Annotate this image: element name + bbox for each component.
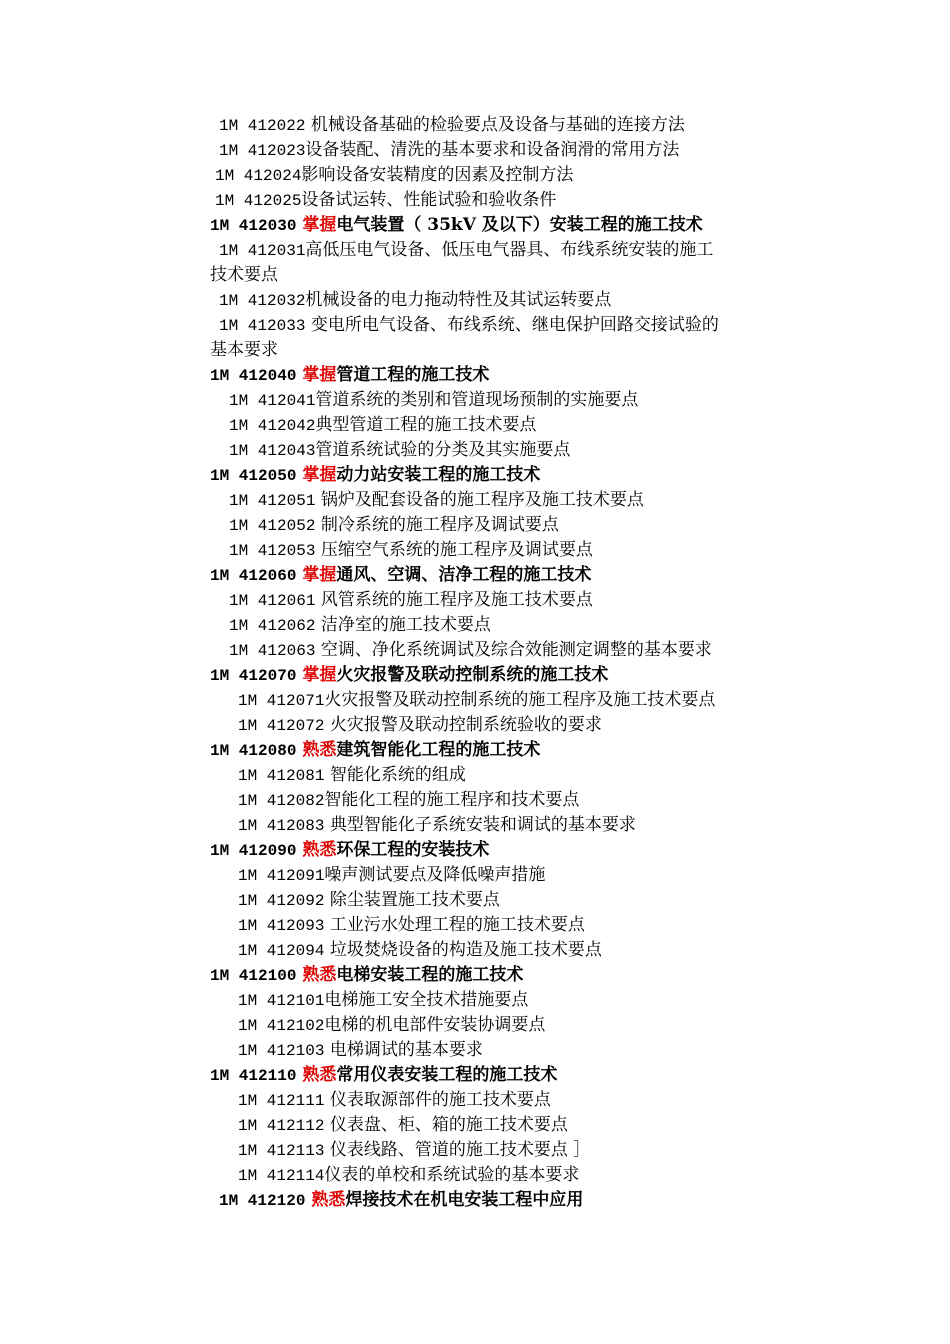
list-item: [238, 763, 466, 788]
item-code: 1M 412091: [238, 867, 325, 885]
item-text: 垃圾焚烧设备的构造及施工技术要点: [324, 940, 602, 960]
list-item: [238, 863, 545, 888]
item-code: 1M 412053: [229, 542, 316, 560]
list-item: [238, 1138, 590, 1163]
item-text: 常用仪表安装工程的施工技术: [336, 1065, 558, 1085]
item-code: 1M 412042: [229, 417, 316, 435]
list-item: [238, 1088, 551, 1113]
list-item: [219, 288, 611, 313]
item-text: 电梯的机电部件安装协调要点: [324, 1015, 546, 1035]
item-text: 技术要点: [210, 265, 278, 285]
requirement-keyword: 熟悉: [311, 1190, 346, 1210]
item-code: 1M 412030: [210, 217, 297, 235]
item-text: 电梯安装工程的施工技术: [336, 965, 524, 985]
item-code: 1M 412052: [229, 517, 316, 535]
item-text: 噪声测试要点及降低噪声措施: [324, 865, 546, 885]
item-text: 火灾报警及联动控制系统验收的要求: [324, 715, 602, 735]
list-item: [229, 513, 559, 538]
item-text: 仪表的单校和系统试验的基本要求: [324, 1165, 580, 1185]
item-text: 设备装配、清洗的基本要求和设备润滑的常用方法: [305, 140, 680, 160]
item-text: 机械设备的电力拖动特性及其试运转要点: [305, 290, 612, 310]
item-text: 建筑智能化工程的施工技术: [336, 740, 541, 760]
list-item: [238, 788, 579, 813]
item-code: 1M 412071: [238, 692, 325, 710]
item-text: 风管系统的施工程序及施工技术要点: [315, 590, 593, 610]
item-text: 仪表取源部件的施工技术要点: [324, 1090, 551, 1110]
item-code: 1M 412080: [210, 742, 297, 760]
section-heading: [210, 213, 703, 238]
section-heading: [210, 1063, 557, 1088]
list-item: [238, 1038, 483, 1063]
item-text: 管道系统试验的分类及其实施要点: [315, 440, 571, 460]
item-code: 1M 412112: [238, 1117, 325, 1135]
section-heading: [210, 663, 608, 688]
list-item: [229, 588, 593, 613]
list-item: [238, 713, 602, 738]
requirement-keyword: 掌握: [302, 365, 337, 385]
item-text: 电梯调试的基本要求: [324, 1040, 483, 1060]
list-item: [229, 538, 593, 563]
list-item: [229, 488, 644, 513]
item-text: 工业污水处理工程的施工技术要点: [324, 915, 585, 935]
item-code: 1M 412110: [210, 1067, 297, 1085]
item-code: 1M 412060: [210, 567, 297, 585]
item-text: 锅炉及配套设备的施工程序及施工技术要点: [315, 490, 644, 510]
list-item: [238, 913, 585, 938]
requirement-keyword: 熟悉: [302, 740, 337, 760]
item-text: 电气装置（ 35kV 及以下）安装工程的施工技术: [336, 215, 703, 235]
list-item: [215, 163, 573, 188]
item-code: 1M 412092: [238, 892, 325, 910]
item-code: 1M 412025: [215, 192, 302, 210]
item-text: 智能化系统的组成: [324, 765, 466, 785]
item-text: 高低压电气设备、低压电气器具、布线系统安装的施工: [305, 240, 714, 260]
list-item: [238, 1013, 545, 1038]
list-item: [219, 138, 679, 163]
item-code: 1M 412070: [210, 667, 297, 685]
item-code: 1M 412100: [210, 967, 297, 985]
item-code: 1M 412033: [219, 317, 306, 335]
item-text: 仪表线路、管道的施工技术要点 ］: [324, 1140, 591, 1160]
item-continuation: [210, 263, 278, 287]
item-text: 动力站安装工程的施工技术: [336, 465, 541, 485]
section-heading: [210, 463, 540, 488]
list-item: [238, 938, 602, 963]
item-code: 1M 412024: [215, 167, 302, 185]
item-code: 1M 412102: [238, 1017, 325, 1035]
requirement-keyword: 掌握: [302, 465, 337, 485]
list-item: [219, 113, 685, 138]
item-text: 管道系统的类别和管道现场预制的实施要点: [315, 390, 639, 410]
item-code: 1M 412094: [238, 942, 325, 960]
item-code: 1M 412041: [229, 392, 316, 410]
list-item: [219, 238, 713, 263]
item-code: 1M 412081: [238, 767, 325, 785]
item-text: 机械设备基础的检验要点及设备与基础的连接方法: [305, 115, 685, 135]
requirement-keyword: 掌握: [302, 665, 337, 685]
requirement-keyword: 熟悉: [302, 965, 337, 985]
section-heading: [210, 363, 489, 388]
item-code: 1M 412022: [219, 117, 306, 135]
section-heading: [210, 963, 523, 988]
item-text: 空调、净化系统调试及综合效能测定调整的基本要求: [315, 640, 712, 660]
list-item: [229, 438, 570, 463]
item-code: 1M 412082: [238, 792, 325, 810]
item-text: 变电所电气设备、布线系统、继电保护回路交接试验的: [305, 315, 719, 335]
list-item: [219, 313, 719, 338]
list-item: [238, 988, 528, 1013]
item-code: 1M 412040: [210, 367, 297, 385]
list-item: [229, 388, 638, 413]
item-text: 洁净室的施工技术要点: [315, 615, 491, 635]
item-text: 电梯施工安全技术措施要点: [324, 990, 529, 1010]
list-item: [229, 613, 491, 638]
list-item: [215, 188, 556, 213]
item-text: 设备试运转、性能试验和验收条件: [301, 190, 557, 210]
item-code: 1M 412120: [219, 1192, 306, 1210]
item-text: 火灾报警及联动控制系统的施工程序及施工技术要点: [324, 690, 716, 710]
item-text: 仪表盘、柜、箱的施工技术要点: [324, 1115, 568, 1135]
item-code: 1M 412113: [238, 1142, 325, 1160]
list-item: [238, 813, 636, 838]
item-code: 1M 412093: [238, 917, 325, 935]
item-code: 1M 412023: [219, 142, 306, 160]
item-text: 智能化工程的施工程序和技术要点: [324, 790, 580, 810]
requirement-keyword: 熟悉: [302, 1065, 337, 1085]
item-code: 1M 412031: [219, 242, 306, 260]
item-text: 典型管道工程的施工技术要点: [315, 415, 537, 435]
list-item: [238, 1163, 579, 1188]
item-text: 制冷系统的施工程序及调试要点: [315, 515, 559, 535]
list-item: [238, 688, 715, 713]
item-continuation: [210, 338, 278, 362]
item-text: 通风、空调、洁净工程的施工技术: [336, 565, 592, 585]
item-text: 焊接技术在机电安装工程中应用: [345, 1190, 584, 1210]
item-text: 影响设备安装精度的因素及控制方法: [301, 165, 574, 185]
list-item: [229, 638, 712, 663]
item-code: 1M 412114: [238, 1167, 325, 1185]
requirement-keyword: 掌握: [302, 565, 337, 585]
item-code: 1M 412103: [238, 1042, 325, 1060]
list-item: [238, 1113, 568, 1138]
section-heading: [210, 838, 489, 863]
item-code: 1M 412101: [238, 992, 325, 1010]
item-text: 环保工程的安装技术: [336, 840, 490, 860]
section-heading: [219, 1188, 583, 1213]
item-code: 1M 412062: [229, 617, 316, 635]
item-code: 1M 412061: [229, 592, 316, 610]
item-code: 1M 412050: [210, 467, 297, 485]
requirement-keyword: 熟悉: [302, 840, 337, 860]
item-code: 1M 412083: [238, 817, 325, 835]
item-code: 1M 412111: [238, 1092, 325, 1110]
item-code: 1M 412032: [219, 292, 306, 310]
item-code: 1M 412063: [229, 642, 316, 660]
item-text: 典型智能化子系统安装和调试的基本要求: [324, 815, 636, 835]
item-code: 1M 412051: [229, 492, 316, 510]
item-text: 管道工程的施工技术: [336, 365, 490, 385]
item-text: 基本要求: [210, 340, 278, 360]
item-code: 1M 412090: [210, 842, 297, 860]
section-heading: [210, 738, 540, 763]
list-item: [229, 413, 536, 438]
list-item: [238, 888, 500, 913]
item-text: 火灾报警及联动控制系统的施工技术: [336, 665, 609, 685]
item-text: 除尘装置施工技术要点: [324, 890, 500, 910]
item-code: 1M 412072: [238, 717, 325, 735]
section-heading: [210, 563, 591, 588]
requirement-keyword: 掌握: [302, 215, 337, 235]
item-code: 1M 412043: [229, 442, 316, 460]
item-text: 压缩空气系统的施工程序及调试要点: [315, 540, 593, 560]
